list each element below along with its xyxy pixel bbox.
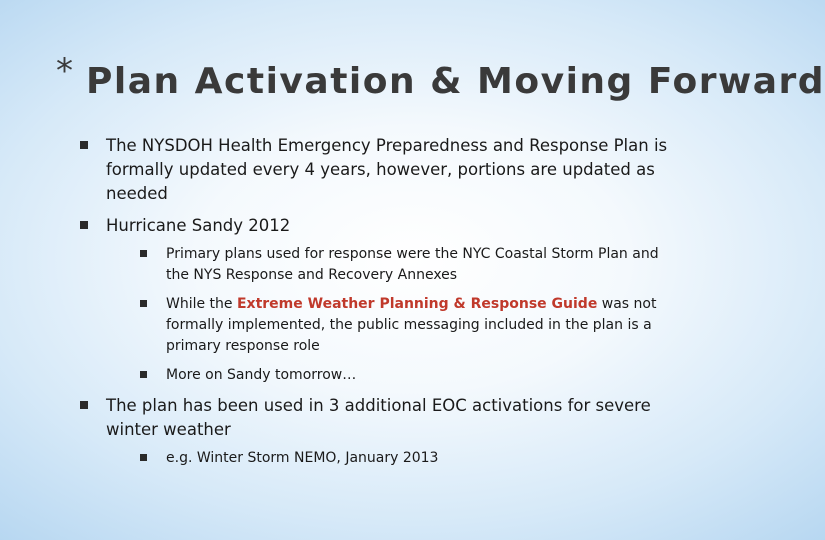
bullet-text: The NYSDOH Health Emergency Preparedness and Response Plan is formally updated every 4 years, however, portions are updated as needed (106, 136, 668, 203)
bullet-item (80, 134, 680, 206)
slide-title: Plan Activation & Moving Forward (86, 61, 825, 102)
sub-bullet-list (140, 448, 680, 469)
sub-bullet-item (140, 294, 680, 357)
bullet-text: Hurricane Sandy 2012 (106, 216, 291, 235)
bullet-text: The plan has been used in 3 additional EOC activations for severe winter weather (106, 396, 651, 439)
sub-bullet-item (140, 365, 680, 386)
square-bullet-icon (140, 300, 147, 307)
bullet-item (80, 214, 680, 386)
sub-bullet-list (140, 244, 680, 386)
sub-bullet-text-post: was not formally implemented, the public messaging included in the plan is a primary response role (166, 296, 657, 354)
sub-bullet-item (140, 448, 680, 469)
sub-bullet-text-pre: While the (166, 296, 237, 312)
square-bullet-icon (80, 401, 88, 409)
square-bullet-icon (140, 454, 147, 461)
square-bullet-icon (80, 141, 88, 149)
sub-bullet-text: More on Sandy tomorrow… (166, 367, 357, 383)
sub-bullet-text: Primary plans used for response were the NYC Coastal Storm Plan and the NYS Response and Recovery Annexes (166, 246, 659, 283)
square-bullet-icon (80, 221, 88, 229)
bullet-list (80, 134, 680, 469)
square-bullet-icon (140, 371, 147, 378)
square-bullet-icon (140, 250, 147, 257)
slide-body (80, 134, 680, 477)
title-asterisk: * (56, 51, 73, 91)
highlighted-guide-name: Extreme Weather Planning & Response Guide (236, 296, 598, 312)
bullet-item (80, 394, 680, 469)
sub-bullet-item (140, 244, 680, 286)
sub-bullet-text: e.g. Winter Storm NEMO, January 2013 (166, 450, 439, 466)
